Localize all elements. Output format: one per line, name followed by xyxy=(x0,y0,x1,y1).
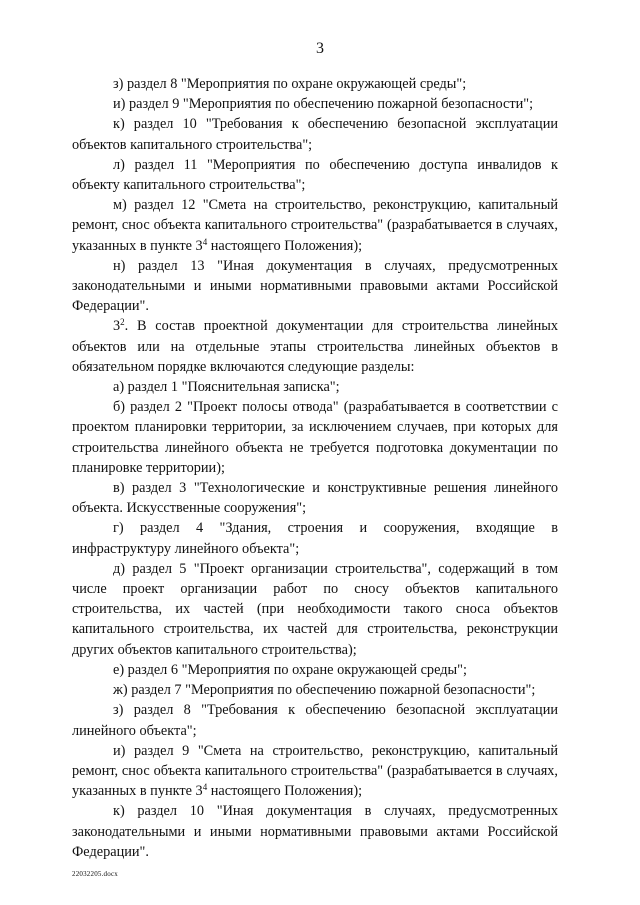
paragraph-d-section-5: д) раздел 5 "Проект организации строительства", содержащий в том числе проект организации работ по сносу объектов капитального строительства, их частей (при необходимости такого сноса объектов капитального строительства, их частей для строительства, реконструкции других объектов капитального строительства); xyxy=(72,560,558,658)
text-segment: 3 xyxy=(113,318,121,335)
superscript: 2 xyxy=(120,317,125,328)
superscript: 4 xyxy=(202,236,208,247)
text-segment: и) раздел 9 "Смета на строительство, реконструкцию, капитальный ремонт, снос объекта капитального строительства" (разрабатывается в случаях, указанных в пункте 3 xyxy=(72,742,558,800)
paragraph-g-section-4: г) раздел 4 "Здания, строения и сооружения, входящие в инфраструктуру линейного объекта"; xyxy=(72,520,558,557)
document-body xyxy=(72,74,558,862)
paragraph-clause-3-2 xyxy=(72,316,558,377)
superscript: 4 xyxy=(202,782,208,793)
paragraph-z-section-8-linear: з) раздел 8 "Требования к обеспечению безопасной эксплуатации линейного объекта"; xyxy=(72,702,558,739)
paragraph-e-section-6: е) раздел 6 "Мероприятия по охране окружающей среды"; xyxy=(113,661,467,678)
page-number: 3 xyxy=(316,40,324,57)
paragraph-n-section-13: н) раздел 13 "Иная документация в случаях, предусмотренных законодательными и иными нормативными правовыми актами Российской Федерации". xyxy=(72,257,558,315)
paragraph-m-section-12 xyxy=(72,195,558,256)
paragraph-z-section-8: з) раздел 8 "Мероприятия по охране окружающей среды"; xyxy=(113,76,467,92)
paragraph-i-section-9-linear xyxy=(72,741,558,802)
paragraph-i-section-9: и) раздел 9 "Мероприятия по обеспечению пожарной безопасности"; xyxy=(113,96,534,113)
paragraph-k-section-10: к) раздел 10 "Требования к обеспечению безопасной эксплуатации объектов капитального строительства"; xyxy=(72,116,558,153)
paragraph-l-section-11: л) раздел 11 "Мероприятия по обеспечению доступа инвалидов к объекту капитального строительства"; xyxy=(72,156,558,194)
paragraph-zh-section-7: ж) раздел 7 "Мероприятия по обеспечению пожарной безопасности"; xyxy=(113,682,536,699)
text-segment: настоящего Положения); xyxy=(207,237,363,254)
paragraph-k-section-10-linear: к) раздел 10 "Иная документация в случаях, предусмотренных законодательными и иными нормативными правовыми актами Российской Федерации". xyxy=(72,803,558,860)
paragraph-a-section-1: а) раздел 1 "Пояснительная записка"; xyxy=(113,379,340,396)
text-segment: м) раздел 12 "Смета на строительство, реконструкцию, капитальный ремонт, снос объекта капитального строительства" (разрабатывается в случаях, указанных в пункте 3 xyxy=(72,197,558,254)
paragraph-v-section-3: в) раздел 3 "Технологические и конструктивные решения линейного объекта. Искусственные сооружения"; xyxy=(72,480,558,517)
file-name-footer: 22032205.docx xyxy=(72,870,118,878)
text-segment: . В состав проектной документации для строительства линейных объектов или на отдельные этапы строительства линейных объектов в обязательном порядке включаются следующие разделы: xyxy=(72,318,558,375)
text-segment: настоящего Положения); xyxy=(207,783,363,800)
paragraph-b-section-2: б) раздел 2 "Проект полосы отвода" (разрабатывается в соответствии с проектом планировки территории, за исключением случаев, при которых для строительства линейного объекта не требуется подготовка документации по планировке территории); xyxy=(72,399,558,476)
